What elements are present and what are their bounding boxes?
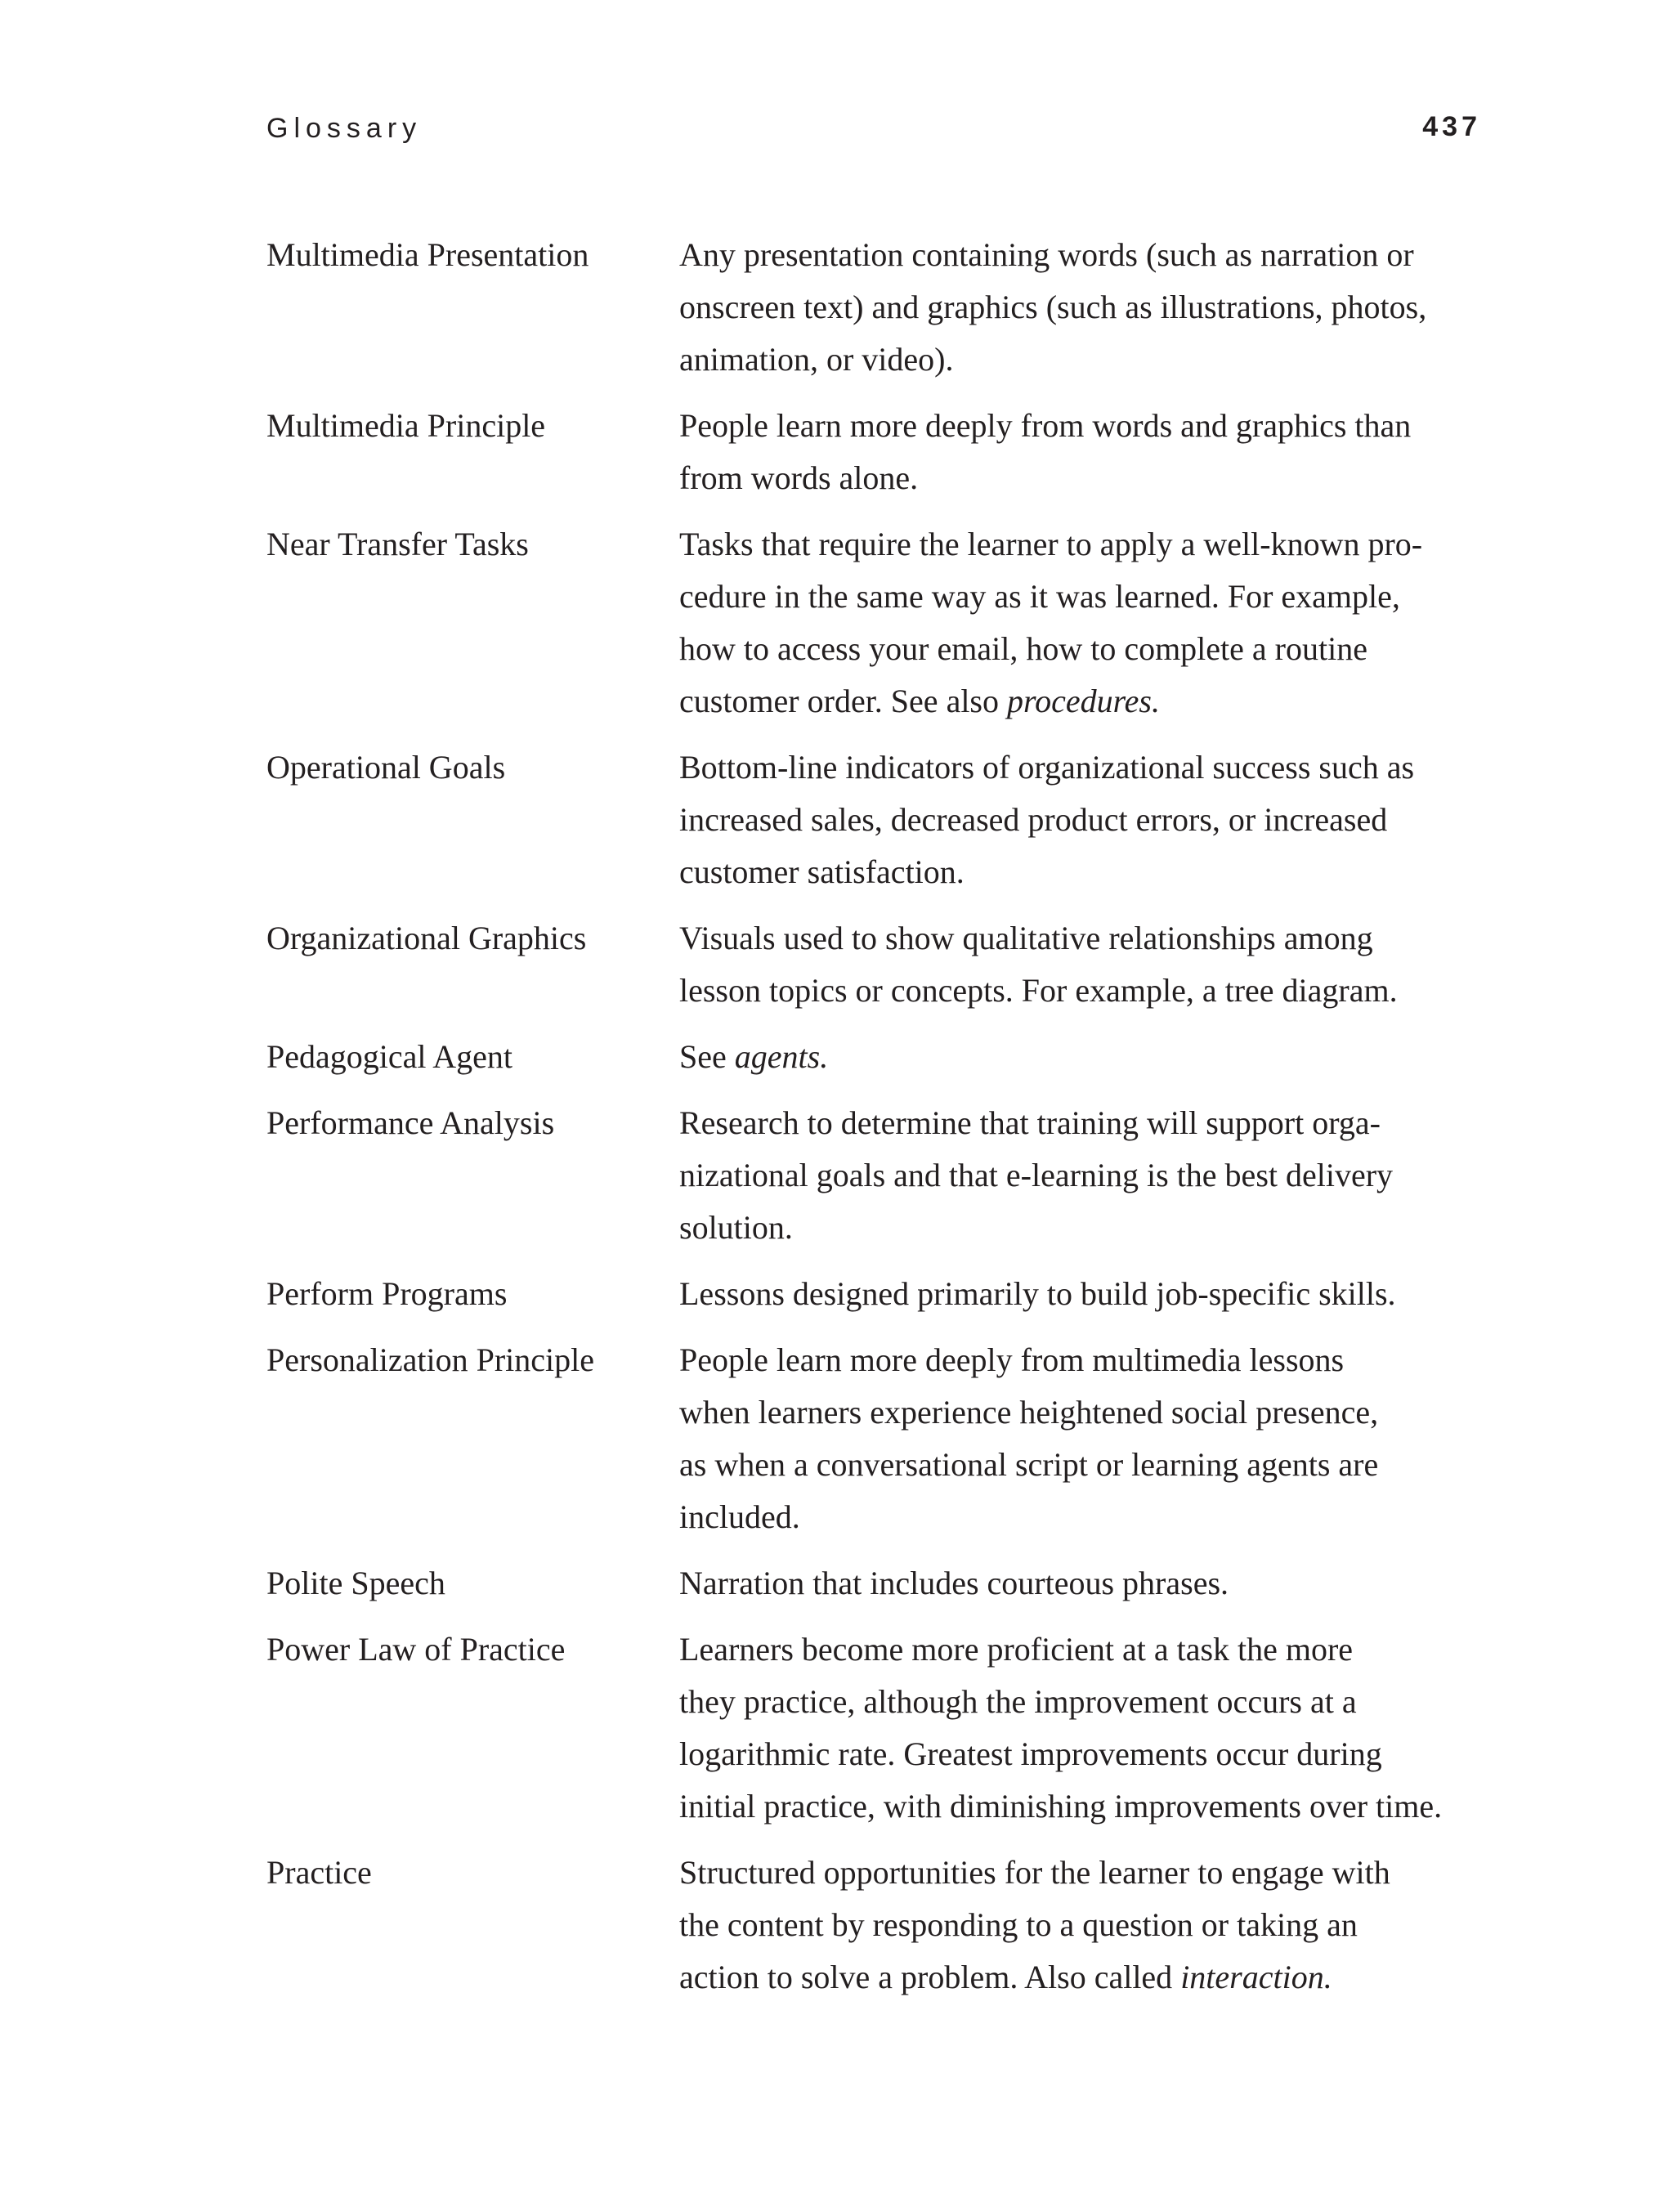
- glossary-term: Power Law of Practice: [266, 1631, 566, 1668]
- glossary-definition: [679, 229, 1488, 386]
- glossary-entry: [266, 229, 1493, 386]
- definition-text: onscreen text) and graphics (such as illustrations, photos,: [679, 289, 1427, 325]
- definition-line: [679, 741, 1488, 794]
- running-head: Glossary: [266, 113, 423, 144]
- glossary-entry: [266, 1557, 1493, 1610]
- definition-line: [679, 1149, 1488, 1202]
- cross-reference: interaction.: [1180, 1959, 1332, 1995]
- glossary-term: Practice: [266, 1854, 372, 1891]
- glossary-entry: [266, 1268, 1493, 1320]
- definition-line: [679, 623, 1488, 675]
- definition-line: [679, 1334, 1488, 1386]
- definition-line: [679, 1268, 1488, 1320]
- definition-line: [679, 846, 1488, 898]
- glossary-definition: [679, 518, 1488, 728]
- definition-text: included.: [679, 1498, 800, 1535]
- definition-text: Visuals used to show qualitative relationships among: [679, 920, 1373, 956]
- definition-line: [679, 794, 1488, 846]
- definition-text: as when a conversational script or learning agents are: [679, 1446, 1379, 1483]
- glossary-definition: [679, 1097, 1488, 1254]
- glossary-entry: [266, 400, 1493, 504]
- cross-reference: agents.: [734, 1038, 829, 1075]
- definition-text: initial practice, with diminishing improvements over time.: [679, 1788, 1443, 1825]
- glossary-term: Polite Speech: [266, 1565, 445, 1601]
- definition-text: customer order. See also: [679, 683, 1007, 719]
- definition-line: [679, 229, 1488, 281]
- glossary-term: Near Transfer Tasks: [266, 526, 529, 562]
- glossary-definition: [679, 1268, 1488, 1320]
- definition-line: [679, 1202, 1488, 1254]
- definition-line: [679, 1780, 1488, 1833]
- definition-text: See: [679, 1038, 735, 1075]
- definition-text: increased sales, decreased product errors, or increased: [679, 801, 1388, 838]
- definition-line: [679, 518, 1488, 571]
- definition-text: People learn more deeply from multimedia lessons: [679, 1341, 1345, 1378]
- definition-line: [679, 1676, 1488, 1728]
- definition-line: [679, 571, 1488, 623]
- glossary-definition: [679, 1334, 1488, 1543]
- definition-text: cedure in the same way as it was learned. For example,: [679, 578, 1400, 615]
- definition-line: [679, 1439, 1488, 1491]
- definition-text: People learn more deeply from words and graphics than: [679, 407, 1412, 444]
- definition-line: [679, 1899, 1488, 1951]
- definition-text: lesson topics or concepts. For example, a tree diagram.: [679, 972, 1398, 1009]
- definition-line: [679, 1386, 1488, 1439]
- definition-line: [679, 965, 1488, 1017]
- cross-reference: procedures.: [1007, 683, 1160, 719]
- glossary-entry: [266, 1097, 1493, 1254]
- definition-text: Any presentation containing words (such as narration or: [679, 236, 1414, 273]
- glossary-entry: [266, 1847, 1493, 2004]
- definition-line: [679, 912, 1488, 965]
- glossary-term: Pedagogical Agent: [266, 1038, 513, 1075]
- definition-line: [679, 1951, 1488, 2004]
- definition-line: [679, 1728, 1488, 1780]
- definition-text: when learners experience heightened social presence,: [679, 1394, 1379, 1431]
- glossary-definition: [679, 400, 1488, 504]
- glossary-entry: [266, 1031, 1493, 1083]
- definition-text: action to solve a problem. Also called: [679, 1959, 1181, 1995]
- glossary-definition: [679, 1847, 1488, 2004]
- definition-line: [679, 281, 1488, 334]
- definition-text: Lessons designed primarily to build job-specific skills.: [679, 1275, 1396, 1312]
- definition-text: how to access your email, how to complete a routine: [679, 630, 1367, 667]
- definition-line: [679, 1847, 1488, 1899]
- definition-text: Learners become more proficient at a task the more: [679, 1631, 1354, 1668]
- page-number: 437: [1422, 111, 1481, 142]
- glossary-definition: [679, 912, 1488, 1017]
- definition-text: animation, or video).: [679, 341, 954, 378]
- definition-text: the content by responding to a question or taking an: [679, 1906, 1358, 1943]
- definition-text: they practice, although the improvement occurs at a: [679, 1683, 1357, 1720]
- glossary-term: Multimedia Presentation: [266, 236, 589, 273]
- glossary-entry: [266, 741, 1493, 898]
- glossary-term: Personalization Principle: [266, 1341, 595, 1378]
- definition-line: [679, 1491, 1488, 1543]
- glossary-entry: [266, 1334, 1493, 1543]
- definition-line: [679, 1097, 1488, 1149]
- definition-text: nizational goals and that e-learning is the best delivery: [679, 1157, 1394, 1193]
- definition-line: [679, 675, 1488, 728]
- definition-text: Narration that includes courteous phrases.: [679, 1565, 1229, 1601]
- glossary-term: Performance Analysis: [266, 1104, 555, 1141]
- glossary-term: Perform Programs: [266, 1275, 508, 1312]
- definition-text: Structured opportunities for the learner to engage with: [679, 1854, 1390, 1891]
- glossary-term: Operational Goals: [266, 749, 506, 786]
- definition-line: [679, 1557, 1488, 1610]
- glossary-entry: [266, 1623, 1493, 1833]
- glossary-list: [266, 229, 1493, 2017]
- definition-text: customer satisfaction.: [679, 853, 965, 890]
- glossary-definition: [679, 1623, 1488, 1833]
- definition-text: solution.: [679, 1209, 793, 1246]
- glossary-term: Multimedia Principle: [266, 407, 546, 444]
- glossary-definition: [679, 1031, 1488, 1083]
- definition-text: Research to determine that training will support orga-: [679, 1104, 1381, 1141]
- definition-text: Tasks that require the learner to apply a well-known pro-: [679, 526, 1423, 562]
- definition-line: [679, 400, 1488, 452]
- glossary-entry: [266, 518, 1493, 728]
- glossary-definition: [679, 1557, 1488, 1610]
- definition-line: [679, 452, 1488, 504]
- glossary-term: Organizational Graphics: [266, 920, 587, 956]
- glossary-entry: [266, 912, 1493, 1017]
- glossary-definition: [679, 741, 1488, 898]
- definition-text: Bottom-line indicators of organizational success such as: [679, 749, 1415, 786]
- definition-text: logarithmic rate. Greatest improvements occur during: [679, 1735, 1382, 1772]
- definition-line: [679, 334, 1488, 386]
- definition-line: [679, 1031, 1488, 1083]
- definition-line: [679, 1623, 1488, 1676]
- definition-text: from words alone.: [679, 459, 919, 496]
